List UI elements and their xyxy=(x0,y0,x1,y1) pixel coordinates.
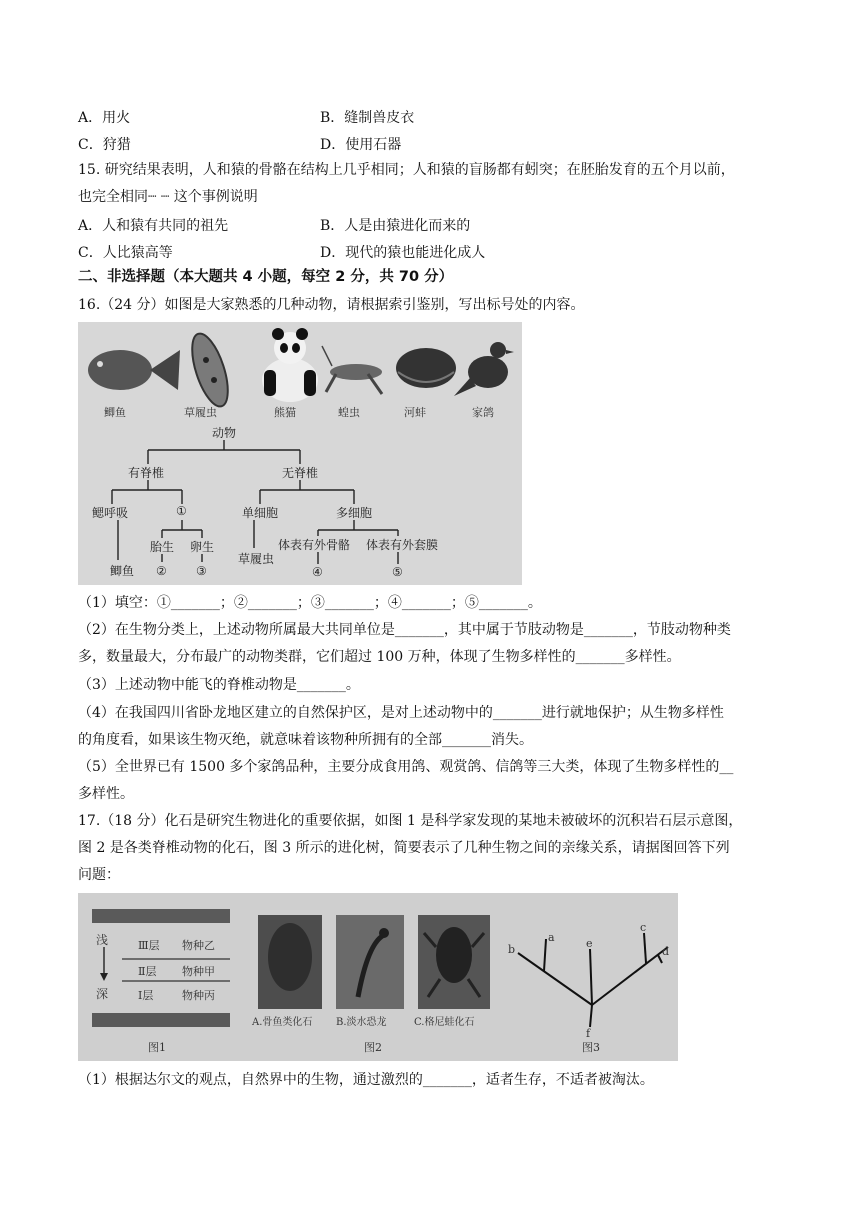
q14-option-b: B．缝制兽皮衣 xyxy=(320,110,415,126)
caption-fig2: 图2 xyxy=(364,1041,382,1054)
label-panda: 熊猫 xyxy=(274,406,296,419)
q16-part4-line2: 的角度看，如果该生物灭绝，就意味着该物种所拥有的全部_______消失。 xyxy=(78,732,533,748)
tree-number-2: ② xyxy=(156,564,167,578)
pigeon-icon xyxy=(454,342,514,396)
tree-label-b: b xyxy=(508,943,516,956)
q17-stem-line2: 图 2 是各类脊椎动物的化石，图 3 所示的进化树，简要表示了几种生物之间的亲缘关系，请据图回答下列 xyxy=(78,840,730,856)
q15-option-c: C．人比猿高等 xyxy=(78,245,173,261)
q14-option-c: C．狩猎 xyxy=(78,137,131,153)
tree-gill: 鳃呼吸 xyxy=(92,506,129,520)
q16-part5-line2: 多样性。 xyxy=(78,786,134,802)
fossil-photos xyxy=(258,915,490,1009)
q17-fossil-figure xyxy=(78,893,678,1061)
label-locust: 蝗虫 xyxy=(338,406,360,419)
caption-fig1: 图1 xyxy=(148,1041,166,1054)
tree-leaf-crucian: 鲫鱼 xyxy=(110,564,135,578)
label-mussel: 河蚌 xyxy=(404,406,426,419)
q16-part2-line2: 多，数量最大，分布最广的动物类群，它们超过 100 万种，体现了生物多样性的_______多样性。 xyxy=(78,649,681,665)
paramecium-icon xyxy=(185,330,235,411)
tree-mantle: 体表有外套膜 xyxy=(366,538,439,552)
tree-oviparous: 卵生 xyxy=(190,540,215,554)
q15-option-d: D．现代的猿也能进化成人 xyxy=(320,245,486,261)
q16-part5-line1: （5）全世界已有 1500 多个家鸽品种，主要分成食用鸽、观赏鸽、信鸽等三大类，体现了生物多样性的__ xyxy=(78,759,734,775)
label-species-jia: 物种甲 xyxy=(182,965,215,978)
q15-stem-line2: 也完全相同┈ ┈ 这个事例说明 xyxy=(78,189,258,205)
tree-label-c: c xyxy=(640,921,647,934)
fish-icon xyxy=(88,350,180,390)
tree-exoskeleton: 体表有外骨骼 xyxy=(278,538,351,552)
q15-stem-line1: 15. 研究结果表明，人和猿的骨骼在结构上几乎相同；人和猿的盲肠都有蚓突；在胚胎发育的五个月以前， xyxy=(78,162,735,178)
label-layer1: Ⅰ层 xyxy=(138,989,154,1002)
tree-label-e: e xyxy=(586,937,593,950)
label-paramecium: 草履虫 xyxy=(184,406,217,419)
label-pigeon: 家鸽 xyxy=(472,406,494,419)
caption-fossil-c: C.格尼蛙化石 xyxy=(414,1017,475,1028)
label-layer3: Ⅲ层 xyxy=(138,939,160,952)
tree-root: 动物 xyxy=(212,426,237,440)
tree-leaf-paramecium: 草履虫 xyxy=(238,552,275,566)
tree-number-3: ③ xyxy=(196,564,207,578)
clam-icon xyxy=(396,348,456,388)
q16-part3: （3）上述动物中能飞的脊椎动物是_______。 xyxy=(78,677,360,693)
panda-icon xyxy=(262,328,318,402)
label-crucian: 鲫鱼 xyxy=(104,406,126,419)
tree-label-a: a xyxy=(548,931,555,944)
q14-option-a: A．用火 xyxy=(78,110,131,126)
tree-unicellular: 单细胞 xyxy=(242,506,279,520)
q16-part1: （1）填空：①_______；②_______；③_______；④_______；⑤_______。 xyxy=(78,595,542,611)
q16-stem: 16.（24 分）如图是大家熟悉的几种动物，请根据索引鉴别，写出标号处的内容。 xyxy=(78,297,585,313)
q17-part1: （1）根据达尔文的观点，自然界中的生物，通过激烈的_______，适者生存，不适者被淘汰。 xyxy=(78,1072,654,1088)
tree-number-1: ① xyxy=(176,504,187,518)
label-species-yi: 物种乙 xyxy=(182,939,215,952)
tree-vertebrate: 有脊椎 xyxy=(128,466,165,480)
tree-multicellular: 多细胞 xyxy=(336,506,373,520)
caption-fig3: 图3 xyxy=(582,1041,600,1054)
caption-fossil-b: B.淡水恐龙 xyxy=(336,1017,387,1028)
tree-number-5: ⑤ xyxy=(392,565,403,579)
q15-option-b: B．人是由猿进化而来的 xyxy=(320,218,471,234)
label-layer2: Ⅱ层 xyxy=(138,965,157,978)
label-deep: 深 xyxy=(96,987,109,1001)
q16-part4-line1: （4）在我国四川省卧龙地区建立的自然保护区，是对上述动物中的_______进行就地保护；从生物多样性 xyxy=(78,705,724,721)
q17-stem-line3: 问题： xyxy=(78,867,120,883)
section-heading: 二、非选择题（本大题共 4 小题，每空 2 分，共 70 分） xyxy=(78,269,454,285)
tree-invertebrate: 无脊椎 xyxy=(282,466,319,480)
tree-label-d: d xyxy=(662,945,670,958)
q14-option-d: D．使用石器 xyxy=(320,137,402,153)
tree-number-4: ④ xyxy=(312,565,323,579)
caption-fossil-a: A.骨鱼类化石 xyxy=(252,1017,313,1028)
tree-viviparous: 胎生 xyxy=(150,540,175,554)
q16-classification-figure xyxy=(78,322,522,585)
q17-stem-line1: 17.（18 分）化石是研究生物进化的重要依据，如图 1 是科学家发现的某地未被破坏的沉积岩石层示意图， xyxy=(78,813,743,829)
grasshopper-icon xyxy=(322,346,382,394)
q16-part2-line1: （2）在生物分类上，上述动物所属最大共同单位是_______，其中属于节肢动物是_______，节肢动物种类 xyxy=(78,622,731,638)
q15-option-a: A．人和猿有共同的祖先 xyxy=(78,218,229,234)
label-shallow: 浅 xyxy=(96,933,109,947)
evolution-tree-lines xyxy=(518,933,668,1027)
label-species-bing: 物种丙 xyxy=(182,989,215,1002)
tree-label-f: f xyxy=(586,1027,591,1040)
